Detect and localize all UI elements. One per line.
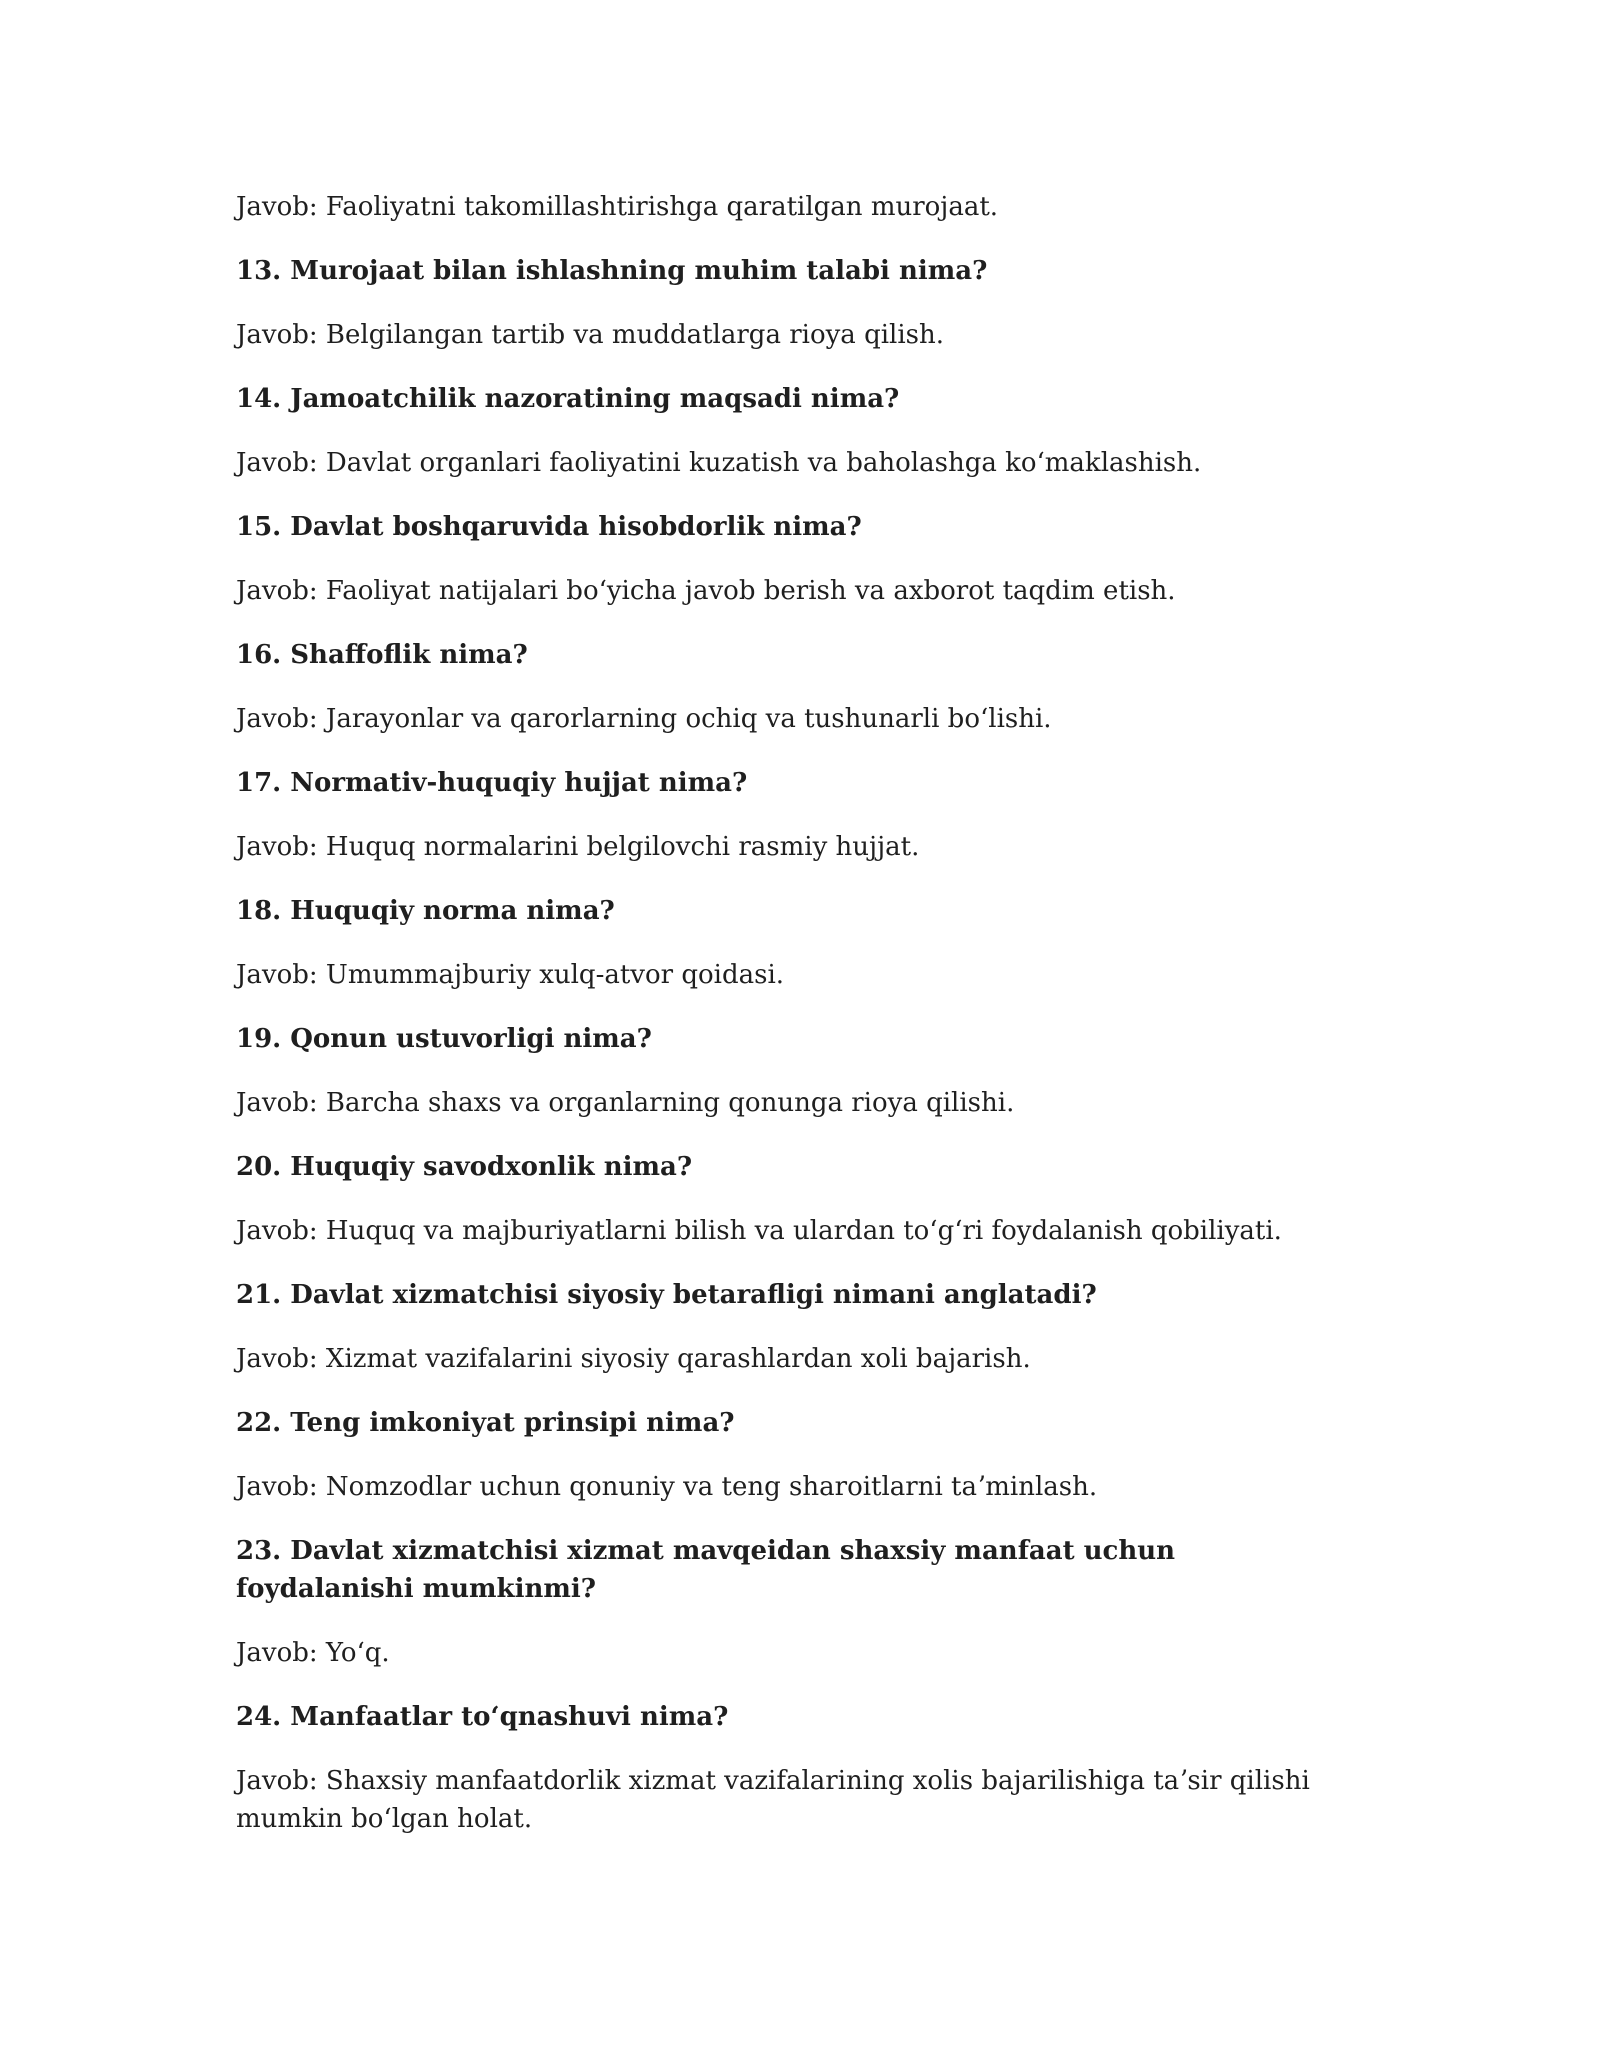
question-heading: 19. Qonun ustuvorligi nima?	[236, 1024, 652, 1054]
answer-text: Javob: Jarayonlar va qarorlarning ochiq va tushunarli boʻlishi.	[236, 704, 1052, 734]
answer-text: Javob: Huquq normalarini belgilovchi rasmiy hujjat.	[236, 832, 920, 862]
answer-text: Javob: Nomzodlar uchun qonuniy va teng sharoitlarni taʼminlash.	[236, 1472, 1098, 1502]
answer-text: Javob: Yoʻq.	[236, 1638, 390, 1668]
answer-text: Javob: Huquq va majburiyatlarni bilish va ulardan toʻgʻri foydalanish qobiliyati.	[236, 1216, 1282, 1246]
question-heading: 20. Huquqiy savodxonlik nima?	[236, 1152, 693, 1182]
question-heading: 16. Shaffoflik nima?	[236, 640, 528, 670]
question-heading: 23. Davlat xizmatchisi xizmat mavqeidan shaxsiy manfaat uchun foydalanishi mumkinmi?	[236, 1536, 1176, 1604]
answer-text: Javob: Faoliyat natijalari boʻyicha javob berish va axborot taqdim etish.	[236, 576, 1176, 606]
question-heading: 18. Huquqiy norma nima?	[236, 896, 615, 926]
question-heading: 21. Davlat xizmatchisi siyosiy betarafligi nimani anglatadi?	[236, 1280, 1097, 1310]
answer-text: Javob: Shaxsiy manfaatdorlik xizmat vazifalarining xolis bajarilishiga taʼsir qilishi mumkin boʻlgan holat.	[236, 1766, 1310, 1834]
question-heading: 14. Jamoatchilik nazoratining maqsadi nima?	[236, 384, 900, 414]
answer-text: Javob: Umummajburiy xulq-atvor qoidasi.	[236, 960, 785, 990]
question-heading: 24. Manfaatlar toʻqnashuvi nima?	[236, 1702, 729, 1732]
document-body	[236, 188, 1316, 1864]
answer-text: Javob: Xizmat vazifalarini siyosiy qarashlardan xoli bajarish.	[236, 1344, 1031, 1374]
question-heading: 13. Murojaat bilan ishlashning muhim talabi nima?	[236, 256, 988, 286]
question-heading: 15. Davlat boshqaruvida hisobdorlik nima?	[236, 512, 862, 542]
answer-text: Javob: Davlat organlari faoliyatini kuzatish va baholashga koʻmaklashish.	[236, 448, 1202, 478]
question-heading: 22. Teng imkoniyat prinsipi nima?	[236, 1408, 735, 1438]
answer-text: Javob: Faoliyatni takomillashtirishga qaratilgan murojaat.	[236, 192, 999, 222]
question-heading: 17. Normativ-huquqiy hujjat nima?	[236, 768, 748, 798]
answer-text: Javob: Barcha shaxs va organlarning qonunga rioya qilishi.	[236, 1088, 1015, 1118]
answer-text: Javob: Belgilangan tartib va muddatlarga rioya qilish.	[236, 320, 945, 350]
